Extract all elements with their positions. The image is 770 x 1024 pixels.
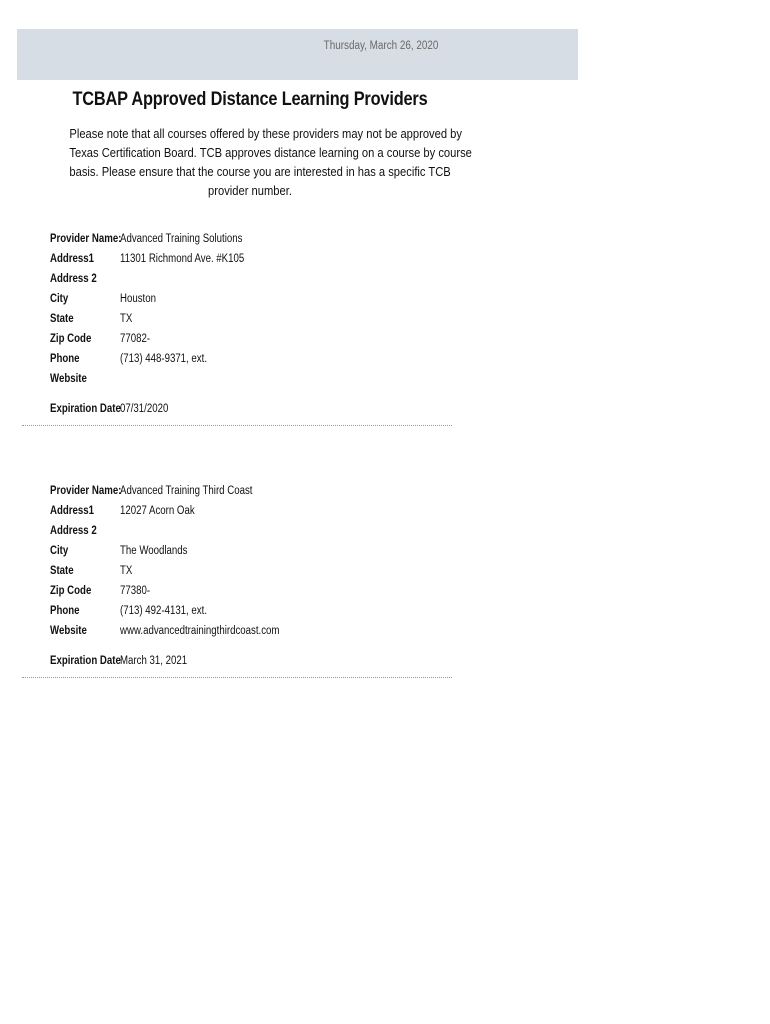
record-divider (22, 677, 452, 678)
address1-row (50, 249, 450, 269)
provider-record (50, 229, 450, 419)
city-value: Houston (120, 293, 156, 305)
header-band (17, 29, 578, 80)
website-value[interactable]: www.advancedtrainingthirdcoast.com (120, 625, 280, 637)
state-value: TX (120, 313, 133, 325)
phone-value: (713) 448-9371, ext. (120, 353, 208, 365)
page-title: TCBAP Approved Distance Learning Providers (72, 89, 428, 110)
state-row (50, 561, 450, 581)
notice-paragraph (40, 124, 472, 200)
zip-label: Zip Code (50, 585, 92, 597)
provider-record (50, 481, 450, 671)
notice-line: Please note that all courses offered by these providers may not be approved by (69, 126, 462, 141)
city-row (50, 289, 450, 309)
expiration-value: 07/31/2020 (120, 403, 169, 415)
provider-name-row (50, 229, 450, 249)
website-row (50, 369, 450, 389)
zip-row (50, 329, 450, 349)
state-label: State (50, 313, 74, 325)
zip-label: Zip Code (50, 333, 92, 345)
zip-row (50, 581, 450, 601)
city-label: City (50, 293, 69, 305)
provider-name-label: Provider Name: (50, 485, 122, 497)
city-label: City (50, 545, 69, 557)
provider-name-value: Advanced Training Solutions (120, 233, 243, 245)
phone-value: (713) 492-4131, ext. (120, 605, 208, 617)
expiration-row (50, 399, 450, 419)
address1-value: 11301 Richmond Ave. #K105 (120, 253, 245, 265)
address2-row (50, 269, 450, 289)
zip-value: 77380- (120, 585, 151, 597)
website-label: Website (50, 625, 87, 637)
report-date: Thursday, March 26, 2020 (323, 40, 438, 52)
notice-line: Texas Certification Board. TCB approves distance learning on a course by course (69, 145, 472, 160)
notice-line: basis. Please ensure that the course you are interested in has a specific TCB (69, 164, 451, 179)
state-row (50, 309, 450, 329)
expiration-label: Expiration Date (50, 655, 121, 667)
expiration-label: Expiration Date (50, 403, 121, 415)
website-row (50, 621, 450, 641)
city-value: The Woodlands (120, 545, 188, 557)
phone-label: Phone (50, 353, 80, 365)
expiration-row (50, 651, 450, 671)
website-label: Website (50, 373, 87, 385)
state-label: State (50, 565, 74, 577)
address1-label: Address1 (50, 253, 95, 265)
phone-row (50, 601, 450, 621)
provider-name-row (50, 481, 450, 501)
phone-row (50, 349, 450, 369)
address2-label: Address 2 (50, 273, 97, 285)
address2-label: Address 2 (50, 525, 97, 537)
notice-line: provider number. (208, 183, 292, 198)
state-value: TX (120, 565, 133, 577)
address1-label: Address1 (50, 505, 95, 517)
address1-row (50, 501, 450, 521)
provider-name-label: Provider Name: (50, 233, 122, 245)
provider-name-value: Advanced Training Third Coast (120, 485, 253, 497)
city-row (50, 541, 450, 561)
expiration-value: March 31, 2021 (120, 655, 188, 667)
address1-value: 12027 Acorn Oak (120, 505, 195, 517)
phone-label: Phone (50, 605, 80, 617)
record-divider (22, 425, 452, 426)
zip-value: 77082- (120, 333, 151, 345)
address2-row (50, 521, 450, 541)
